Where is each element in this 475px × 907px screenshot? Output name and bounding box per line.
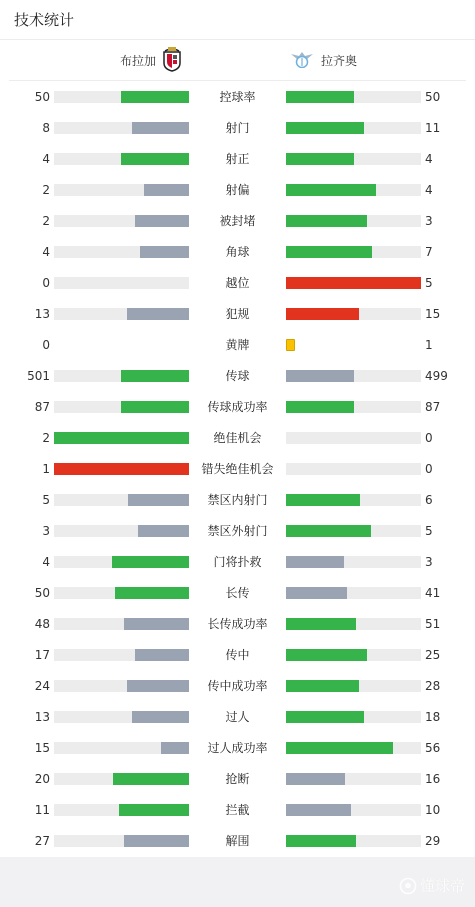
away-bar: [286, 804, 351, 816]
stat-row: [0, 267, 475, 298]
home-bar-track: [54, 153, 189, 165]
home-bar: [127, 308, 189, 320]
home-bar-track: [54, 556, 189, 568]
home-bar: [124, 618, 189, 630]
stat-name: 错失绝佳机会: [201, 462, 274, 476]
home-value: 0: [42, 338, 50, 352]
home-team-name: 布拉加: [119, 53, 156, 68]
home-team[interactable]: [120, 40, 182, 80]
away-bar: [286, 215, 367, 227]
away-value: 15: [425, 307, 441, 321]
stat-row: [0, 143, 475, 174]
away-bar: [286, 246, 372, 258]
stat-name: 射正: [225, 152, 250, 166]
stat-row: [0, 608, 475, 639]
stat-row: [0, 794, 475, 825]
away-value: 29: [425, 834, 441, 848]
away-value: 4: [425, 183, 433, 197]
stat-name: 传中: [225, 648, 250, 662]
home-bar: [121, 401, 189, 413]
away-value: 3: [425, 555, 433, 569]
home-value: 87: [34, 400, 50, 414]
home-value: 11: [34, 803, 50, 817]
home-bar-track: [54, 463, 189, 475]
home-bar-track: [54, 649, 189, 661]
away-bar: [286, 680, 359, 692]
stat-name: 禁区外射门: [207, 524, 268, 538]
stat-name: 长传成功率: [207, 617, 268, 631]
away-value: 0: [425, 462, 433, 476]
away-bar: [286, 556, 344, 568]
yellow-card-icon: [286, 339, 295, 351]
home-bar-track: [54, 587, 189, 599]
home-value: 4: [42, 555, 50, 569]
away-bar: [286, 122, 364, 134]
home-value: 0: [42, 276, 50, 290]
stat-name: 传球成功率: [207, 400, 268, 414]
away-bar-track: [286, 184, 421, 196]
stat-row: [0, 701, 475, 732]
home-value: 5: [42, 493, 50, 507]
home-bar-track: [54, 494, 189, 506]
home-value: 501: [27, 369, 50, 383]
stat-row: [0, 577, 475, 608]
home-bar-track: [54, 215, 189, 227]
away-bar-track: [286, 649, 421, 661]
home-bar-track: [54, 246, 189, 258]
home-bar-track: [54, 835, 189, 847]
stat-row: [0, 112, 475, 143]
away-bar-track: [286, 742, 421, 754]
home-bar-track: [54, 184, 189, 196]
away-bar-track: [286, 587, 421, 599]
away-value: 16: [425, 772, 441, 786]
stat-row: [0, 81, 475, 112]
home-value: 17: [34, 648, 50, 662]
home-bar-track: [54, 277, 189, 289]
away-bar: [286, 618, 356, 630]
home-bar-track: [54, 618, 189, 630]
away-bar-track: [286, 773, 421, 785]
home-value: 1: [42, 462, 50, 476]
away-bar-track: [286, 370, 421, 382]
stat-row: [0, 546, 475, 577]
home-bar: [54, 463, 189, 475]
away-value: 28: [425, 679, 441, 693]
stat-name: 抢断: [225, 772, 250, 786]
away-bar-track: [286, 680, 421, 692]
home-value: 50: [34, 586, 50, 600]
away-value: 5: [425, 276, 433, 290]
stat-row: [0, 825, 475, 856]
home-bar-track: [54, 308, 189, 320]
away-bar: [286, 184, 376, 196]
stat-row: [0, 205, 475, 236]
stat-name: 射偏: [225, 183, 250, 197]
home-bar: [121, 153, 189, 165]
stat-row: [0, 732, 475, 763]
away-value: 6: [425, 493, 433, 507]
home-value: 2: [42, 431, 50, 445]
stat-row: [0, 670, 475, 701]
stat-name: 黄牌: [225, 338, 250, 352]
stat-name: 拦截: [225, 803, 250, 817]
home-value: 48: [34, 617, 50, 631]
home-bar-track: [54, 370, 189, 382]
away-bar-track: [286, 246, 421, 258]
home-bar: [132, 711, 189, 723]
stat-row: [0, 360, 475, 391]
home-bar-track: [54, 742, 189, 754]
away-bar: [286, 494, 360, 506]
away-value: 0: [425, 431, 433, 445]
home-value: 20: [34, 772, 50, 786]
away-bar-track: [286, 525, 421, 537]
away-value: 41: [425, 586, 441, 600]
home-value: 27: [34, 834, 50, 848]
home-bar-track: [54, 122, 189, 134]
away-bar: [286, 525, 371, 537]
away-bar: [286, 153, 354, 165]
stat-name: 解围: [225, 834, 250, 848]
home-bar: [135, 215, 189, 227]
stat-name: 控球率: [219, 90, 256, 104]
home-value: 3: [42, 524, 50, 538]
stat-name: 传中成功率: [207, 679, 268, 693]
away-bar-track: [286, 91, 421, 103]
watermark-text: 懂球帝: [419, 877, 465, 895]
stat-name: 传球: [225, 369, 250, 383]
stat-name: 绝佳机会: [213, 431, 262, 445]
away-value: 5: [425, 524, 433, 538]
stat-name: 禁区内射门: [207, 493, 268, 507]
away-bar: [286, 649, 367, 661]
away-bar-track: [286, 618, 421, 630]
away-bar-track: [286, 556, 421, 568]
home-value: 8: [42, 121, 50, 135]
stat-row: [0, 484, 475, 515]
footer: [0, 857, 475, 907]
page-header: [0, 0, 475, 40]
stat-name: 门将扑救: [213, 555, 262, 569]
away-value: 87: [425, 400, 441, 414]
away-bar: [286, 370, 354, 382]
away-value: 11: [425, 121, 441, 135]
home-bar: [112, 556, 189, 568]
away-value: 10: [425, 803, 441, 817]
home-bar-track: [54, 711, 189, 723]
stat-row: [0, 453, 475, 484]
home-bar: [119, 804, 189, 816]
home-bar: [54, 432, 189, 444]
away-value: 51: [425, 617, 441, 631]
stat-row: [0, 515, 475, 546]
away-bar: [286, 773, 345, 785]
home-bar: [144, 184, 189, 196]
stat-row: [0, 422, 475, 453]
lazio-crest-icon: [290, 50, 314, 71]
away-value: 7: [425, 245, 433, 259]
away-bar-track: [286, 463, 421, 475]
away-bar-track: [286, 122, 421, 134]
braga-crest-icon: [162, 46, 182, 75]
soccer-ball-icon: [399, 877, 417, 895]
away-bar-track: [286, 835, 421, 847]
away-bar-track: [286, 277, 421, 289]
away-team-name: 拉齐奥: [321, 53, 358, 68]
away-bar: [286, 587, 347, 599]
home-value: 4: [42, 245, 50, 259]
stat-row: [0, 298, 475, 329]
away-value: 18: [425, 710, 441, 724]
home-bar-track: [54, 804, 189, 816]
home-value: 24: [34, 679, 50, 693]
stat-row: [0, 391, 475, 422]
away-value: 4: [425, 152, 433, 166]
away-bar-track: [286, 308, 421, 320]
away-bar-track: [286, 215, 421, 227]
away-bar: [286, 277, 421, 289]
home-value: 13: [34, 710, 50, 724]
away-bar: [286, 711, 364, 723]
home-bar-track: [54, 525, 189, 537]
home-bar-track: [54, 432, 189, 444]
stat-name: 过人成功率: [207, 741, 268, 755]
home-bar-track: [54, 773, 189, 785]
away-bar-track: [286, 711, 421, 723]
home-bar: [127, 680, 189, 692]
home-value: 15: [34, 741, 50, 755]
stats-list: [0, 81, 475, 856]
stat-name: 射门: [225, 121, 250, 135]
home-bar: [115, 587, 189, 599]
stat-name: 犯规: [225, 307, 250, 321]
stat-name: 长传: [225, 586, 250, 600]
home-value: 2: [42, 214, 50, 228]
home-bar-track: [54, 680, 189, 692]
away-bar: [286, 835, 356, 847]
home-bar: [132, 122, 189, 134]
stat-row: [0, 236, 475, 267]
away-team[interactable]: [290, 40, 357, 80]
away-bar: [286, 91, 354, 103]
home-bar: [124, 835, 189, 847]
home-value: 50: [34, 90, 50, 104]
away-bar-track: [286, 804, 421, 816]
stat-name: 被封堵: [219, 214, 256, 228]
away-bar-track: [286, 432, 421, 444]
stat-row: [0, 329, 475, 360]
stat-name: 越位: [225, 276, 250, 290]
home-value: 13: [34, 307, 50, 321]
home-bar: [161, 742, 189, 754]
stat-row: [0, 639, 475, 670]
home-value: 4: [42, 152, 50, 166]
away-value: 56: [425, 741, 441, 755]
home-bar: [113, 773, 189, 785]
stat-name: 角球: [225, 245, 250, 259]
teams-header: [9, 40, 466, 81]
away-value: 25: [425, 648, 441, 662]
away-value: 499: [425, 369, 448, 383]
home-value: 2: [42, 183, 50, 197]
away-bar: [286, 308, 359, 320]
home-bar: [140, 246, 189, 258]
stat-row: [0, 174, 475, 205]
home-bar: [135, 649, 189, 661]
home-bar: [128, 494, 189, 506]
home-bar-track: [54, 401, 189, 413]
away-bar-track: [286, 401, 421, 413]
away-bar: [286, 401, 354, 413]
stat-row: [0, 763, 475, 794]
home-bar: [138, 525, 189, 537]
away-bar-track: [286, 494, 421, 506]
away-value: 1: [425, 338, 433, 352]
away-bar-track: [286, 153, 421, 165]
stat-name: 过人: [225, 710, 250, 724]
away-value: 50: [425, 90, 441, 104]
watermark: [399, 875, 465, 896]
home-bar: [121, 370, 189, 382]
home-bar: [121, 91, 189, 103]
page-title: 技术统计: [14, 11, 75, 29]
away-bar: [286, 742, 393, 754]
away-value: 3: [425, 214, 433, 228]
home-bar-track: [54, 91, 189, 103]
